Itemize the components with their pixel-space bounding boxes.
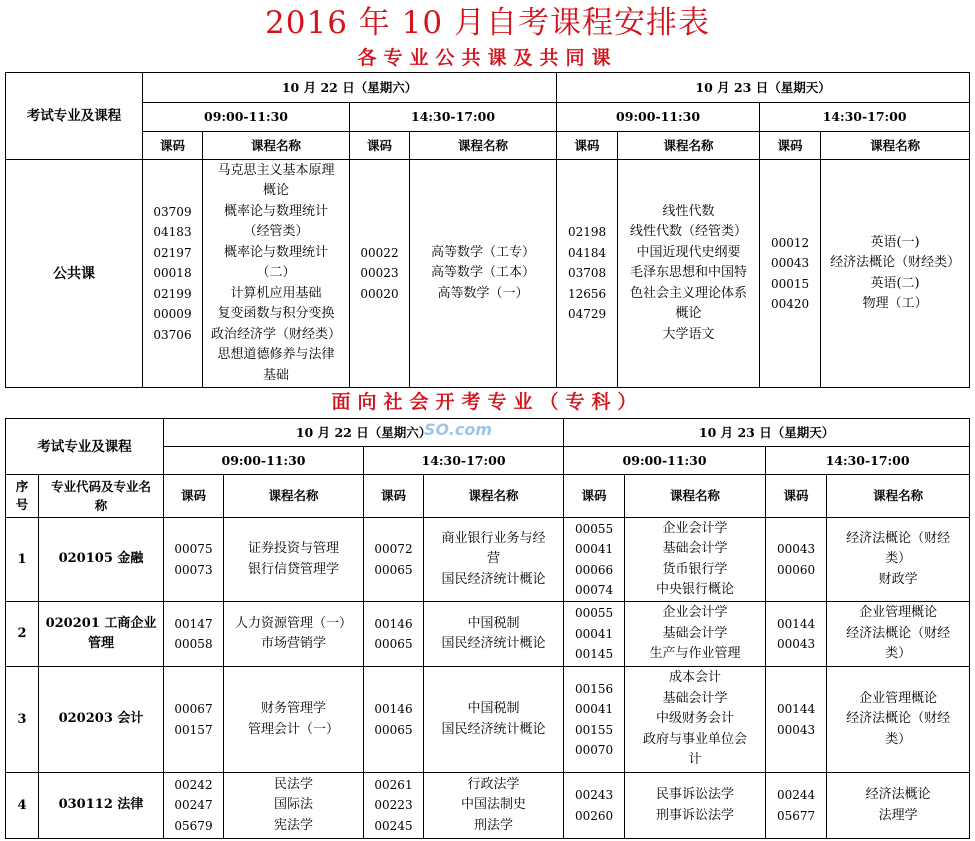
row-seq: 4 [6,773,39,839]
course-codes: 00144 00043 [766,602,827,667]
page-title: 2016 年 10 月自考课程安排表 [265,5,710,41]
course-codes: 00022 00023 00020 [350,160,410,388]
name-header: 课程名称 [424,475,564,518]
course-names: 英语(一) 经济法概论（财经类） 英语(二) 物理（工） [821,160,970,388]
name-header: 课程名称 [821,132,970,160]
day2-am-header: 09:00-11:30 [564,447,766,475]
course-codes: 00146 00065 [364,602,424,667]
course-names: 高等数学（工专） 高等数学（工本） 高等数学（一） [410,160,557,388]
course-names: 中国税制 国民经济统计概论 [424,602,564,667]
row-major: 020201 工商企业 管理 [39,602,164,667]
table-row [6,667,970,773]
name-header: 课程名称 [618,132,760,160]
course-names: 商业银行业务与经 营 国民经济统计概论 [424,518,564,602]
course-codes: 00075 00073 [164,518,224,602]
course-codes: 00244 05677 [766,773,827,839]
course-codes: 00144 00043 [766,667,827,773]
name-header: 课程名称 [224,475,364,518]
code-header: 课码 [143,132,203,160]
course-codes: 00146 00065 [364,667,424,773]
day1-am-header: 09:00-11:30 [164,447,364,475]
course-codes: 00067 00157 [164,667,224,773]
name-header: 课程名称 [410,132,557,160]
specialty-course-table [5,418,970,839]
code-header: 课码 [766,475,827,518]
course-codes: 00072 00065 [364,518,424,602]
seq-header: 序号 [6,475,39,518]
course-names: 企业会计学 基础会计学 生产与作业管理 [625,602,766,667]
course-names: 企业管理概论 经济法概论（财经 类） [827,667,970,773]
course-names: 成本会计 基础会计学 中级财务会计 政府与事业单位会 计 [625,667,766,773]
day1-am-header: 09:00-11:30 [143,103,350,132]
course-names: 中国税制 国民经济统计概论 [424,667,564,773]
code-header: 课码 [564,475,625,518]
course-codes: 00261 00223 00245 [364,773,424,839]
table-row [6,602,970,667]
course-codes: 00243 00260 [564,773,625,839]
code-header: 课码 [164,475,224,518]
day2-pm-header: 14:30-17:00 [760,103,970,132]
course-codes: 00055 00041 00145 [564,602,625,667]
major-header: 专业代码及专业名称 [39,475,164,518]
section1-subtitle: 各专业公共课及共同课 [357,47,618,69]
course-codes: 00055 00041 00066 00074 [564,518,625,602]
course-codes: 00012 00043 00015 00420 [760,160,821,388]
corner-header: 考试专业及课程 [6,419,164,475]
day2-pm-header: 14:30-17:00 [766,447,970,475]
corner-header: 考试专业及课程 [6,73,143,160]
row-label: 公共课 [6,160,143,388]
day1-pm-header: 14:30-17:00 [350,103,557,132]
course-names: 企业会计学 基础会计学 货币银行学 中央银行概论 [625,518,766,602]
public-course-table [5,72,970,388]
course-codes: 00043 00060 [766,518,827,602]
course-codes: 03709 04183 02197 00018 02199 00009 03706 [143,160,203,388]
row-seq: 3 [6,667,39,773]
course-names: 人力资源管理（一） 市场营销学 [224,602,364,667]
code-header: 课码 [350,132,410,160]
code-header: 课码 [760,132,821,160]
course-names: 企业管理概论 经济法概论（财经 类） [827,602,970,667]
name-header: 课程名称 [203,132,350,160]
table-row [6,518,970,602]
course-names: 经济法概论（财经 类） 财政学 [827,518,970,602]
course-names: 财务管理学 管理会计（一） [224,667,364,773]
course-names: 马克思主义基本原理 概论 概率论与数理统计 （经管类） 概率论与数理统计 （二） 计算机应用基础 复变函数与积分变换 政治经济学（财经类） 思想道德修养与法律 基础 [203,160,350,388]
name-header: 课程名称 [827,475,970,518]
day2-header: 10 月 23 日（星期天） [564,419,970,447]
course-names: 行政法学 中国法制史 刑法学 [424,773,564,839]
day1-header: 10 月 22 日（星期六） [164,419,564,447]
row-major: 020105 金融 [39,518,164,602]
course-codes: 00242 00247 05679 [164,773,224,839]
row-seq: 1 [6,518,39,602]
row-major: 030112 法律 [39,773,164,839]
code-header: 课码 [557,132,618,160]
course-codes: 02198 04184 03708 12656 04729 [557,160,618,388]
course-codes: 00147 00058 [164,602,224,667]
day2-header: 10 月 23 日（星期天） [557,73,970,103]
course-codes: 00156 00041 00155 00070 [564,667,625,773]
code-header: 课码 [364,475,424,518]
name-header: 课程名称 [625,475,766,518]
section2-subtitle: 面向社会开考专业（专科） [331,391,644,413]
day2-am-header: 09:00-11:30 [557,103,760,132]
course-names: 线性代数 线性代数（经管类） 中国近现代史纲要 毛泽东思想和中国特 色社会主义理论体系 概论 大学语文 [618,160,760,388]
row-major: 020203 会计 [39,667,164,773]
course-names: 证券投资与管理 银行信贷管理学 [224,518,364,602]
course-names: 民法学 国际法 宪法学 [224,773,364,839]
day1-pm-header: 14:30-17:00 [364,447,564,475]
row-seq: 2 [6,602,39,667]
day1-header: 10 月 22 日（星期六） [143,73,557,103]
table-row [6,773,970,839]
course-names: 民事诉讼法学 刑事诉讼法学 [625,773,766,839]
course-names: 经济法概论 法理学 [827,773,970,839]
watermark-logo: SO.com [424,420,492,439]
